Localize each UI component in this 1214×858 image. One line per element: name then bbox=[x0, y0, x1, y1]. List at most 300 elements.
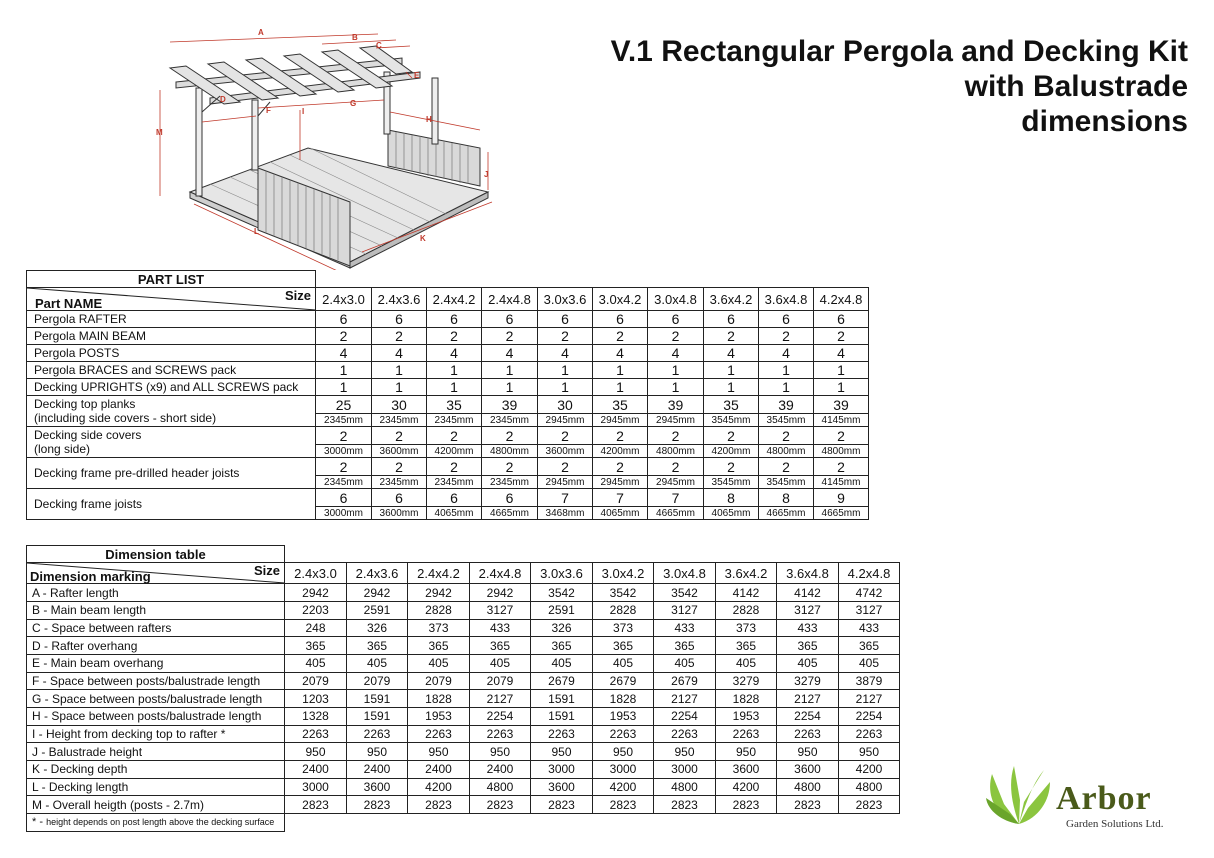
part-quantity: 6 bbox=[427, 489, 482, 507]
dim-label-d: D bbox=[220, 95, 226, 104]
part-length: 4065mm bbox=[427, 507, 482, 520]
dimension-value: 4142 bbox=[777, 584, 839, 602]
part-name bbox=[27, 427, 316, 458]
dimension-value: 2679 bbox=[654, 672, 716, 690]
title-line-2: with Balustrade bbox=[964, 70, 1188, 103]
dim-label-b: B bbox=[352, 33, 358, 42]
dimension-name: J - Balustrade height bbox=[27, 743, 285, 761]
size-header: 2.4x3.0 bbox=[316, 288, 372, 311]
part-length: 3545mm bbox=[704, 476, 759, 489]
part-length: 3600mm bbox=[538, 445, 593, 458]
part-quantity: 1 bbox=[704, 362, 759, 379]
part-quantity: 1 bbox=[427, 362, 482, 379]
part-length: 2345mm bbox=[482, 476, 538, 489]
part-quantity: 1 bbox=[538, 362, 593, 379]
size-header: 2.4x4.8 bbox=[470, 563, 531, 584]
part-quantity: 2 bbox=[814, 458, 869, 476]
dimension-value: 365 bbox=[470, 637, 531, 655]
part-quantity: 2 bbox=[372, 328, 427, 345]
size-header: 3.6x4.8 bbox=[777, 563, 839, 584]
part-quantity: 4 bbox=[482, 345, 538, 362]
dimension-value: 2828 bbox=[593, 601, 654, 619]
part-length: 3545mm bbox=[704, 414, 759, 427]
dimension-value: 1953 bbox=[716, 708, 777, 726]
part-quantity: 2 bbox=[316, 328, 372, 345]
part-quantity: 39 bbox=[759, 396, 814, 414]
dimension-value: 365 bbox=[839, 637, 900, 655]
dimension-value: 405 bbox=[531, 654, 593, 672]
part-quantity: 2 bbox=[427, 427, 482, 445]
dimension-value: 373 bbox=[593, 619, 654, 637]
dimension-value: 2254 bbox=[777, 708, 839, 726]
dimension-value: 2254 bbox=[470, 708, 531, 726]
size-header: 3.0x4.2 bbox=[593, 288, 648, 311]
part-quantity: 1 bbox=[372, 379, 427, 396]
part-length: 4145mm bbox=[814, 414, 869, 427]
size-header: 3.0x4.2 bbox=[593, 563, 654, 584]
part-length: 4200mm bbox=[593, 445, 648, 458]
part-name-line: Decking top planks bbox=[34, 397, 136, 411]
part-name-line: Decking frame joists bbox=[34, 497, 143, 511]
dimension-row bbox=[27, 778, 900, 796]
part-length: 2345mm bbox=[427, 414, 482, 427]
dimension-header-row bbox=[27, 563, 900, 584]
dimension-value: 3127 bbox=[777, 601, 839, 619]
dimension-name: B - Main beam length bbox=[27, 601, 285, 619]
part-quantity: 2 bbox=[648, 427, 704, 445]
page-title bbox=[611, 34, 1188, 139]
part-quantity: 1 bbox=[593, 362, 648, 379]
part-quantity: 4 bbox=[704, 345, 759, 362]
dimension-size-label: Size bbox=[253, 563, 280, 579]
post bbox=[432, 78, 438, 144]
part-quantity: 6 bbox=[538, 311, 593, 328]
size-header: 3.6x4.8 bbox=[759, 288, 814, 311]
dimension-value: 405 bbox=[716, 654, 777, 672]
dimension-value: 950 bbox=[777, 743, 839, 761]
part-length: 4065mm bbox=[704, 507, 759, 520]
size-header: 4.2x4.8 bbox=[839, 563, 900, 584]
dimension-value: 365 bbox=[285, 637, 347, 655]
part-quantity: 1 bbox=[482, 379, 538, 396]
part-length: 2345mm bbox=[372, 476, 427, 489]
dimension-value: 365 bbox=[716, 637, 777, 655]
part-quantity: 2 bbox=[482, 427, 538, 445]
part-name bbox=[27, 489, 316, 520]
size-header: 2.4x4.2 bbox=[427, 288, 482, 311]
dimension-name: A - Rafter length bbox=[27, 584, 285, 602]
size-header: 3.0x4.8 bbox=[648, 288, 704, 311]
size-header: 3.6x4.2 bbox=[716, 563, 777, 584]
part-name-label: Part NAME bbox=[35, 296, 103, 311]
part-quantity: 2 bbox=[759, 427, 814, 445]
dimension-value: 4800 bbox=[654, 778, 716, 796]
part-quantity: 2 bbox=[538, 328, 593, 345]
part-quantity: 2 bbox=[482, 328, 538, 345]
part-length: 4065mm bbox=[593, 507, 648, 520]
size-header: 2.4x3.0 bbox=[285, 563, 347, 584]
part-length: 4665mm bbox=[482, 507, 538, 520]
dimension-value: 4200 bbox=[593, 778, 654, 796]
part-quantity: 2 bbox=[538, 458, 593, 476]
dim-label-m: M bbox=[156, 128, 163, 137]
dim-label-a: A bbox=[258, 28, 264, 37]
dimension-value: 405 bbox=[285, 654, 347, 672]
dimension-value: 4800 bbox=[839, 778, 900, 796]
dimension-value: 2079 bbox=[470, 672, 531, 690]
dimension-value: 3000 bbox=[593, 761, 654, 779]
part-quantity: 8 bbox=[759, 489, 814, 507]
part-quantity: 1 bbox=[372, 362, 427, 379]
dim-label-c: C bbox=[376, 41, 382, 50]
part-length: 2345mm bbox=[316, 476, 372, 489]
part-length: 4665mm bbox=[759, 507, 814, 520]
part-quantity: 2 bbox=[814, 427, 869, 445]
part-quantity: 1 bbox=[648, 379, 704, 396]
dimension-value: 2828 bbox=[408, 601, 470, 619]
part-quantity: 4 bbox=[427, 345, 482, 362]
dimension-value: 3127 bbox=[654, 601, 716, 619]
part-name: Pergola MAIN BEAM bbox=[27, 328, 316, 345]
part-quantity: 2 bbox=[648, 458, 704, 476]
part-quantity: 2 bbox=[427, 458, 482, 476]
dimension-name: I - Height from decking top to rafter * bbox=[27, 725, 285, 743]
dimension-value: 2127 bbox=[470, 690, 531, 708]
part-quantity: 2 bbox=[814, 328, 869, 345]
dimension-value: 2823 bbox=[531, 796, 593, 814]
dimension-value: 248 bbox=[285, 619, 347, 637]
dimension-name: E - Main beam overhang bbox=[27, 654, 285, 672]
dimension-row bbox=[27, 708, 900, 726]
dimension-value: 3600 bbox=[531, 778, 593, 796]
part-quantity: 2 bbox=[593, 427, 648, 445]
dimension-value: 405 bbox=[654, 654, 716, 672]
part-quantity: 35 bbox=[704, 396, 759, 414]
dimension-value: 1328 bbox=[285, 708, 347, 726]
dimension-value: 2942 bbox=[470, 584, 531, 602]
part-length: 3545mm bbox=[759, 476, 814, 489]
part-name-line: (long side) bbox=[34, 442, 91, 456]
dimension-value: 2263 bbox=[839, 725, 900, 743]
part-length: 4800mm bbox=[482, 445, 538, 458]
dimension-value: 433 bbox=[777, 619, 839, 637]
dimension-value: 3542 bbox=[593, 584, 654, 602]
footnote-text: height depends on post length above the decking surface bbox=[46, 817, 275, 828]
part-quantity: 35 bbox=[427, 396, 482, 414]
dimension-value: 326 bbox=[347, 619, 408, 637]
part-quantity: 6 bbox=[704, 311, 759, 328]
part-length: 2345mm bbox=[427, 476, 482, 489]
dim-label-f: F bbox=[266, 106, 271, 115]
footnote-row bbox=[27, 814, 900, 832]
part-length: 3600mm bbox=[372, 445, 427, 458]
dimension-value: 4142 bbox=[716, 584, 777, 602]
part-length: 4200mm bbox=[704, 445, 759, 458]
dimension-value: 2823 bbox=[777, 796, 839, 814]
part-list-header-row bbox=[27, 288, 869, 311]
dimension-value: 950 bbox=[531, 743, 593, 761]
dimension-row bbox=[27, 725, 900, 743]
part-quantity: 39 bbox=[648, 396, 704, 414]
part-quantity: 1 bbox=[482, 362, 538, 379]
part-quantity: 39 bbox=[814, 396, 869, 414]
dimension-value: 2079 bbox=[347, 672, 408, 690]
dimension-value: 1203 bbox=[285, 690, 347, 708]
dimension-value: 2823 bbox=[470, 796, 531, 814]
dimension-name: G - Space between posts/balustrade length bbox=[27, 690, 285, 708]
dimension-value: 433 bbox=[654, 619, 716, 637]
dimension-value: 3000 bbox=[531, 761, 593, 779]
part-list-table bbox=[26, 270, 869, 520]
dimension-row bbox=[27, 690, 900, 708]
part-name-line: (including side covers - short side) bbox=[34, 411, 217, 425]
post bbox=[196, 88, 202, 196]
part-quantity: 4 bbox=[648, 345, 704, 362]
dimension-value: 2263 bbox=[408, 725, 470, 743]
dimension-value: 1828 bbox=[716, 690, 777, 708]
part-quantity: 2 bbox=[372, 427, 427, 445]
size-header: 2.4x4.8 bbox=[482, 288, 538, 311]
dimension-value: 365 bbox=[777, 637, 839, 655]
part-quantity: 1 bbox=[759, 379, 814, 396]
part-quantity: 30 bbox=[538, 396, 593, 414]
size-header: 2.4x3.6 bbox=[372, 288, 427, 311]
dimension-value: 373 bbox=[408, 619, 470, 637]
part-length: 2345mm bbox=[482, 414, 538, 427]
part-name-line: Decking side covers bbox=[34, 428, 142, 442]
part-quantity: 6 bbox=[372, 489, 427, 507]
dimension-value: 2823 bbox=[285, 796, 347, 814]
dimension-name: H - Space between posts/balustrade length bbox=[27, 708, 285, 726]
dimension-name: F - Space between posts/balustrade length bbox=[27, 672, 285, 690]
dimension-value: 2823 bbox=[347, 796, 408, 814]
part-quantity: 2 bbox=[316, 427, 372, 445]
dimension-value: 3879 bbox=[839, 672, 900, 690]
part-quantity: 1 bbox=[538, 379, 593, 396]
part-length: 4200mm bbox=[427, 445, 482, 458]
logo-subtitle: Garden Solutions Ltd. bbox=[1066, 818, 1164, 830]
part-length: 4800mm bbox=[814, 445, 869, 458]
dimension-value: 2823 bbox=[408, 796, 470, 814]
part-quantity: 1 bbox=[593, 379, 648, 396]
part-length: 2945mm bbox=[593, 414, 648, 427]
part-row bbox=[27, 489, 869, 507]
part-list-corner-cell bbox=[27, 288, 316, 311]
dimension-value: 2942 bbox=[285, 584, 347, 602]
part-length: 3000mm bbox=[316, 507, 372, 520]
dimension-row bbox=[27, 743, 900, 761]
part-quantity: 4 bbox=[538, 345, 593, 362]
dimension-value: 3542 bbox=[654, 584, 716, 602]
dimension-value: 433 bbox=[470, 619, 531, 637]
dimension-value: 2263 bbox=[654, 725, 716, 743]
dimension-value: 2942 bbox=[347, 584, 408, 602]
part-row bbox=[27, 396, 869, 414]
part-row bbox=[27, 362, 869, 379]
part-quantity: 7 bbox=[538, 489, 593, 507]
dimension-table-caption: Dimension table bbox=[27, 546, 285, 563]
dimension-value: 3279 bbox=[716, 672, 777, 690]
size-header: 2.4x4.2 bbox=[408, 563, 470, 584]
dimension-name: M - Overall heigth (posts - 2.7m) bbox=[27, 796, 285, 814]
dimension-value: 373 bbox=[716, 619, 777, 637]
title-line-3: dimensions bbox=[1021, 105, 1188, 138]
dimension-value: 950 bbox=[839, 743, 900, 761]
size-header: 3.0x3.6 bbox=[538, 288, 593, 311]
dimension-value: 3000 bbox=[654, 761, 716, 779]
part-row bbox=[27, 328, 869, 345]
part-quantity: 1 bbox=[814, 379, 869, 396]
part-length: 2945mm bbox=[538, 476, 593, 489]
dimension-value: 2400 bbox=[347, 761, 408, 779]
size-header: 3.0x4.8 bbox=[654, 563, 716, 584]
part-quantity: 6 bbox=[759, 311, 814, 328]
dimension-value: 2254 bbox=[654, 708, 716, 726]
part-length: 3000mm bbox=[316, 445, 372, 458]
dimension-name: K - Decking depth bbox=[27, 761, 285, 779]
size-label: Size bbox=[284, 288, 311, 303]
dimension-value: 2263 bbox=[593, 725, 654, 743]
part-row bbox=[27, 345, 869, 362]
dimension-value: 2079 bbox=[285, 672, 347, 690]
dimension-value: 950 bbox=[593, 743, 654, 761]
part-quantity: 2 bbox=[427, 328, 482, 345]
dimension-value: 1953 bbox=[408, 708, 470, 726]
dimension-value: 2823 bbox=[839, 796, 900, 814]
part-name: Pergola RAFTER bbox=[27, 311, 316, 328]
part-length: 2345mm bbox=[372, 414, 427, 427]
dimension-value: 365 bbox=[593, 637, 654, 655]
dimension-corner-cell bbox=[27, 563, 285, 584]
part-quantity: 2 bbox=[482, 458, 538, 476]
part-name-line: Decking frame pre-drilled header joists bbox=[34, 466, 240, 480]
dimension-name: D - Rafter overhang bbox=[27, 637, 285, 655]
part-row bbox=[27, 379, 869, 396]
dimension-value: 2263 bbox=[347, 725, 408, 743]
dimension-value: 950 bbox=[408, 743, 470, 761]
part-length: 2945mm bbox=[648, 414, 704, 427]
part-quantity: 2 bbox=[759, 328, 814, 345]
dimension-value: 2591 bbox=[531, 601, 593, 619]
dimension-value: 2942 bbox=[408, 584, 470, 602]
arbor-leaf-logo bbox=[984, 764, 1054, 828]
part-length: 4665mm bbox=[648, 507, 704, 520]
dimension-name: C - Space between rafters bbox=[27, 619, 285, 637]
part-length: 3545mm bbox=[759, 414, 814, 427]
part-quantity: 1 bbox=[759, 362, 814, 379]
dimension-row bbox=[27, 796, 900, 814]
dimension-value: 2679 bbox=[531, 672, 593, 690]
dimension-value: 3127 bbox=[470, 601, 531, 619]
dimension-value: 3542 bbox=[531, 584, 593, 602]
part-length: 2945mm bbox=[648, 476, 704, 489]
dimension-value: 405 bbox=[470, 654, 531, 672]
dimension-value: 2263 bbox=[531, 725, 593, 743]
size-header: 3.0x3.6 bbox=[531, 563, 593, 584]
dimension-value: 2263 bbox=[777, 725, 839, 743]
dimension-value: 4200 bbox=[408, 778, 470, 796]
dimension-value: 405 bbox=[593, 654, 654, 672]
part-quantity: 30 bbox=[372, 396, 427, 414]
part-quantity: 2 bbox=[316, 458, 372, 476]
dimension-value: 4200 bbox=[716, 778, 777, 796]
dimension-value: 2203 bbox=[285, 601, 347, 619]
dim-label-e: E bbox=[414, 71, 420, 80]
part-quantity: 2 bbox=[593, 328, 648, 345]
dimension-value: 1953 bbox=[593, 708, 654, 726]
logo-name: Arbor bbox=[1056, 780, 1152, 817]
dimension-value: 2823 bbox=[654, 796, 716, 814]
dimension-value: 326 bbox=[531, 619, 593, 637]
part-quantity: 4 bbox=[759, 345, 814, 362]
dimension-value: 365 bbox=[408, 637, 470, 655]
dimension-value: 365 bbox=[654, 637, 716, 655]
post bbox=[252, 100, 258, 170]
part-quantity: 2 bbox=[704, 458, 759, 476]
part-length: 4145mm bbox=[814, 476, 869, 489]
part-quantity: 25 bbox=[316, 396, 372, 414]
dimension-row bbox=[27, 584, 900, 602]
dimension-value: 365 bbox=[531, 637, 593, 655]
part-quantity: 39 bbox=[482, 396, 538, 414]
part-quantity: 4 bbox=[593, 345, 648, 362]
dimension-value: 2823 bbox=[716, 796, 777, 814]
part-quantity: 7 bbox=[648, 489, 704, 507]
dimension-value: 950 bbox=[470, 743, 531, 761]
dim-label-h: H bbox=[426, 115, 432, 124]
dimension-value: 950 bbox=[347, 743, 408, 761]
size-header: 3.6x4.2 bbox=[704, 288, 759, 311]
part-row bbox=[27, 427, 869, 445]
part-quantity: 6 bbox=[593, 311, 648, 328]
dimension-row bbox=[27, 601, 900, 619]
part-name bbox=[27, 396, 316, 427]
footnote bbox=[27, 814, 285, 832]
dim-label-l: L bbox=[254, 227, 259, 236]
dimension-value: 1828 bbox=[593, 690, 654, 708]
dimension-value: 1591 bbox=[347, 690, 408, 708]
dimension-value: 1828 bbox=[408, 690, 470, 708]
dimension-name: L - Decking length bbox=[27, 778, 285, 796]
part-quantity: 9 bbox=[814, 489, 869, 507]
part-length: 2945mm bbox=[593, 476, 648, 489]
dimension-value: 3600 bbox=[347, 778, 408, 796]
part-quantity: 35 bbox=[593, 396, 648, 414]
dimension-value: 2591 bbox=[347, 601, 408, 619]
dimension-value: 4800 bbox=[777, 778, 839, 796]
dimension-row bbox=[27, 637, 900, 655]
part-row bbox=[27, 458, 869, 476]
dimension-value: 2400 bbox=[470, 761, 531, 779]
part-quantity: 2 bbox=[648, 328, 704, 345]
dim-label-g: G bbox=[350, 99, 357, 108]
part-quantity: 2 bbox=[372, 458, 427, 476]
dimension-value: 2400 bbox=[285, 761, 347, 779]
dimension-value: 950 bbox=[654, 743, 716, 761]
part-quantity: 1 bbox=[814, 362, 869, 379]
dimension-value: 2254 bbox=[839, 708, 900, 726]
dimension-value: 2127 bbox=[839, 690, 900, 708]
part-quantity: 2 bbox=[704, 328, 759, 345]
dimension-value: 2679 bbox=[593, 672, 654, 690]
leaf-icon bbox=[986, 766, 1050, 824]
footnote-mark: * - bbox=[32, 816, 47, 829]
dimension-value: 2263 bbox=[470, 725, 531, 743]
dimension-value: 2828 bbox=[716, 601, 777, 619]
dimension-value: 405 bbox=[408, 654, 470, 672]
dimension-value: 405 bbox=[839, 654, 900, 672]
size-header: 4.2x4.8 bbox=[814, 288, 869, 311]
